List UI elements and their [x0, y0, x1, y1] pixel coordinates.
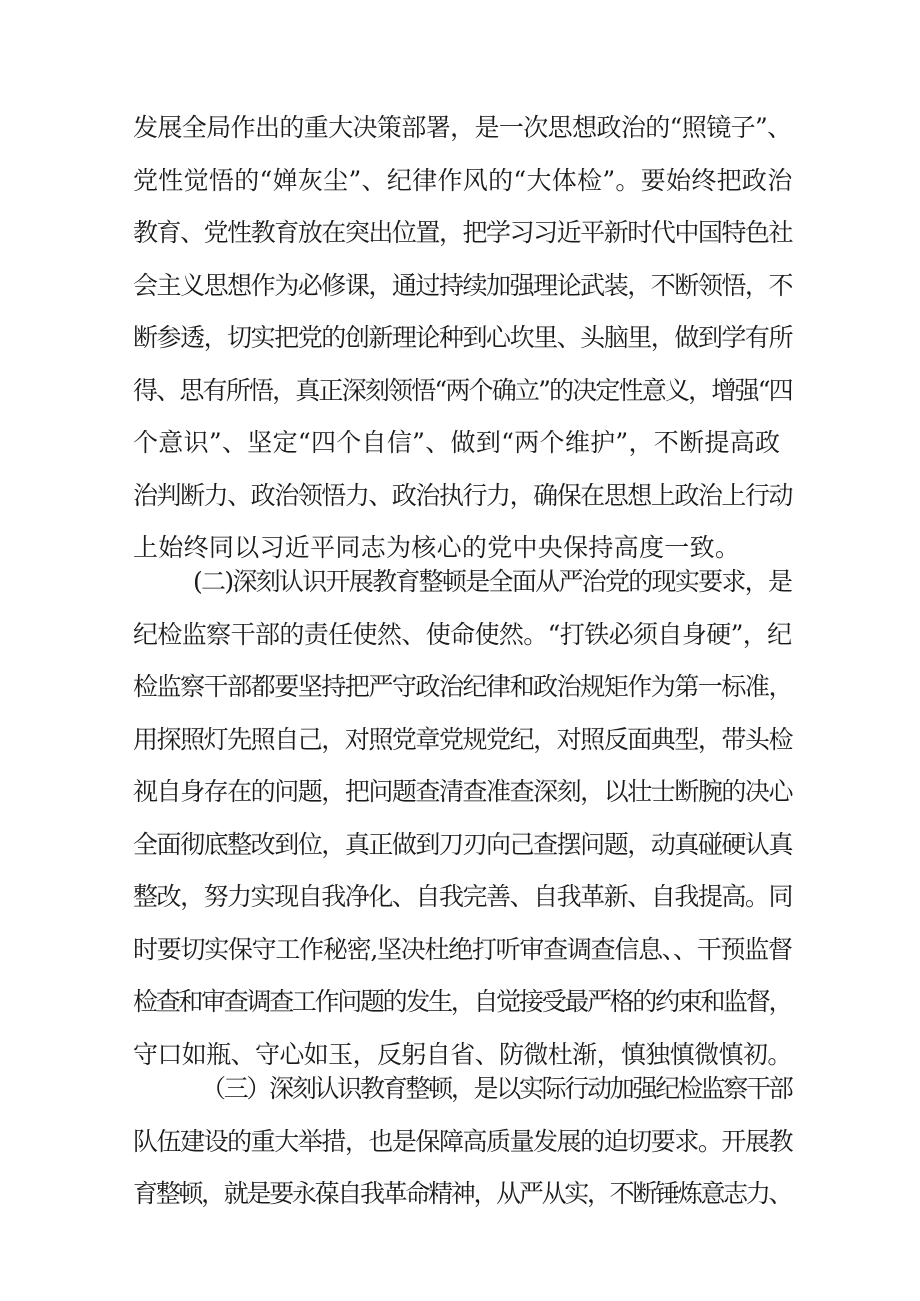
text-line: 队伍建设的重大举措，也是保障高质量发展的迫切要求。开展教: [133, 1126, 793, 1156]
text-line: 检查和审查调查工作问题的发生，自觉接受最严格的约束和监督，: [133, 987, 792, 1016]
paragraph-1: [133, 102, 793, 575]
text-line: (二)深刻认识开展教育整顿是全面从严治党的现实要求，是: [193, 567, 792, 596]
text-line: （三）深刻认识教育整顿，是以实际行动加强纪检监察干部: [201, 1074, 792, 1103]
text-line: 发展全局作出的重大决策部署，是一次思想政治的“照镜子”、: [133, 113, 792, 142]
paragraph-2: [133, 556, 793, 1081]
text-line: 全面彻底整改到位，真正做到刀刃向己查摆问题，动真碰硬认真: [133, 829, 793, 859]
text-line: 上始终同以习近平同志为核心的党中央保持高度一致。: [133, 533, 741, 562]
text-line: 教育、党性教育放在突出位置，把学习习近平新时代中国特色社: [133, 218, 793, 247]
text-line: 用探照灯先照自己，对照党章党规党纪，对照反面典型，带头检: [133, 724, 793, 754]
text-line: 整改，努力实现自我净化、自我完善、自我革新、自我提高。同: [133, 882, 793, 911]
text-line: 检监察干部都要坚持把严守政治纪律和政治规矩作为第一标准，: [133, 672, 793, 701]
text-line: 断参透，切实把党的创新理论种到心坎里、头脑里，做到学有所: [133, 323, 793, 352]
text-line: 视自身存在的问题，把问题查清查准查深刻，以壮士断腕的决心: [133, 777, 793, 806]
text-line: 治判断力、政治领悟力、政治执行力，确保在思想上政治上行动: [133, 480, 793, 510]
text-line: 党性觉悟的“婵灰尘”、纪律作风的“大体检”。要始终把政治: [133, 165, 793, 195]
text-line: 纪检监察干部的责任使然、使命使然。“打铁必须自身硬”，纪: [133, 619, 792, 649]
text-line: 守口如瓶、守心如玉，反躬自省、防微杜渐，慎独慎微慎初。: [133, 1039, 792, 1069]
text-line: 育整顿，就是要永葆自我革命精神，从严从实，不断锤炼意志力、: [133, 1179, 792, 1208]
text-line: 个意识”、坚定“四个自信”、做到“两个维护”，不断提高政: [133, 428, 781, 457]
text-line: 时要切实保守工作秘密,坚决杜绝打听审查调查信息、、干预监督: [133, 934, 792, 964]
paragraph-3: [133, 1063, 793, 1221]
text-line: 得、思有所悟，真正深刻领悟“两个确立”的决定性意义，增强“四: [133, 375, 792, 405]
text-line: 会主义思想作为必修课，通过持续加强理论武装，不断领悟，不: [133, 270, 793, 300]
